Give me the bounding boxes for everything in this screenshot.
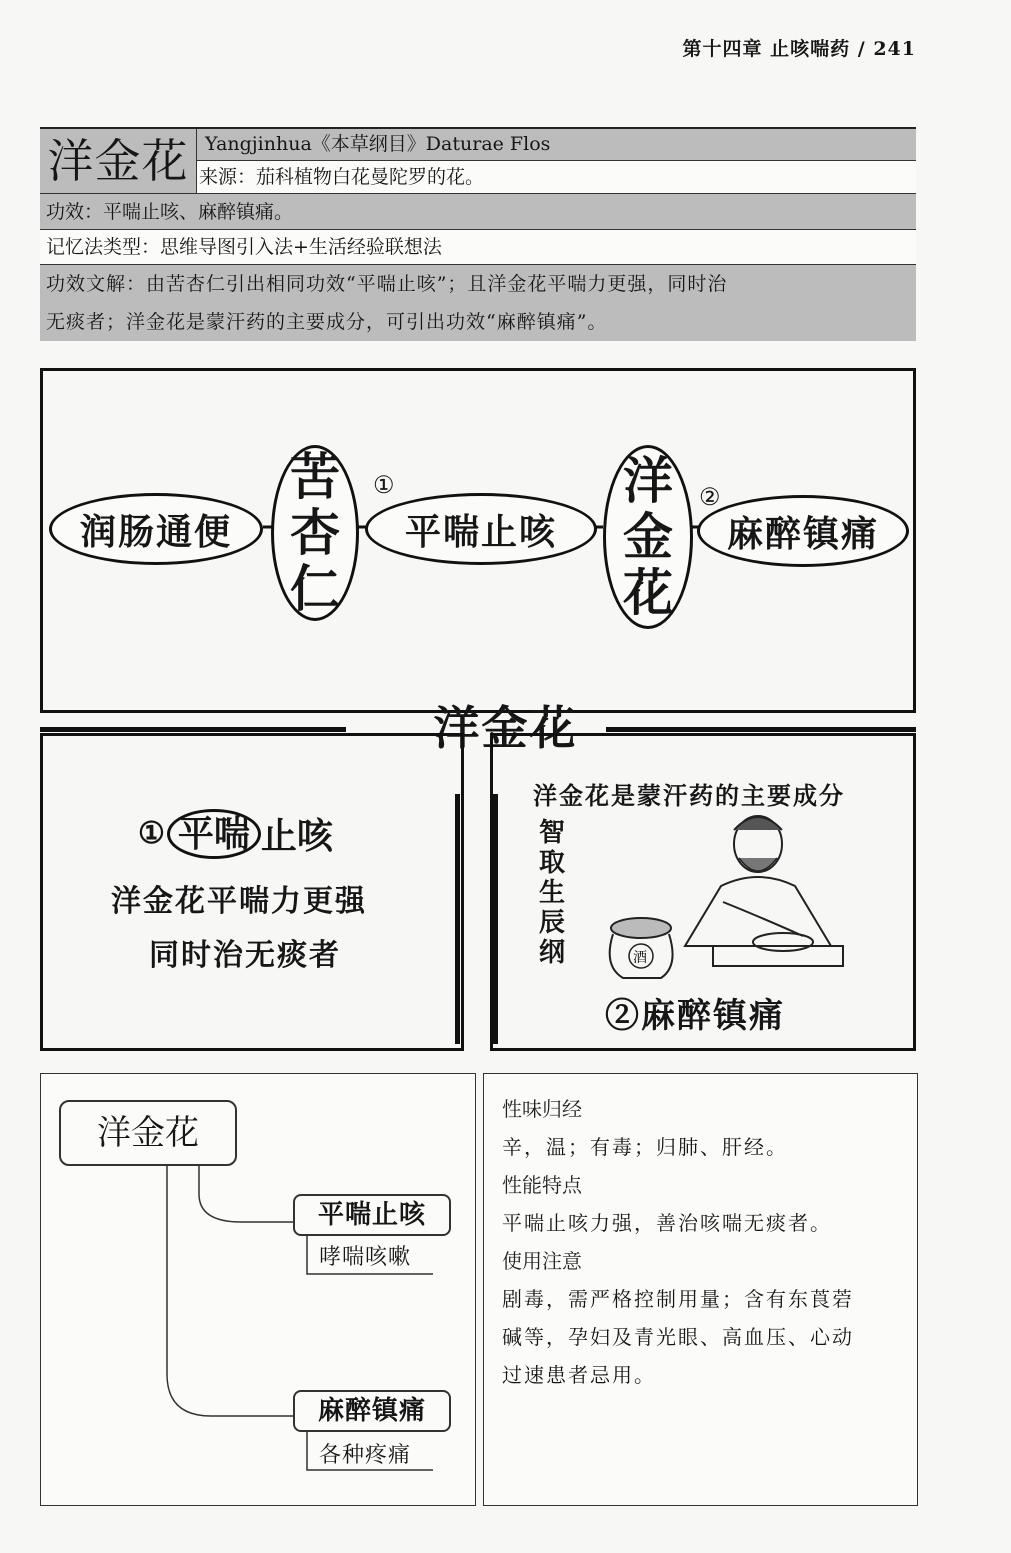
prop-heading-xingwei: 性味归经 [502,1097,582,1121]
herb-properties [483,1073,918,1506]
node-yangjinhua-char-2: 金 [623,507,673,566]
mark-two: ② [699,483,721,511]
explanation-line-2: 无痰者；洋金花是蒙汗药的主要成分，可引出功效“麻醉镇痛”。 [46,311,608,333]
node-kuxingren-char-1: 苦 [290,447,340,506]
effect-tree [40,1073,476,1506]
panel-pingchuan [40,733,464,1051]
tree-branch-mazui: 麻醉镇痛 [293,1390,451,1432]
prop-text-zhuyi-1: 剧毒，需严格控制用量；含有东莨菪 [502,1287,854,1311]
node-kuxingren [271,445,359,621]
node-pingchuan-zhike: 平喘止咳 [365,493,597,565]
node-kuxingren-char-3: 仁 [290,559,340,618]
prop-text-zhuyi-2: 碱等，孕妇及青光眼、高血压、心动 [502,1325,854,1349]
prop-text-xingneng: 平喘止咳力强，善治咳喘无痰者。 [502,1211,832,1235]
man-with-jar-illustration [603,806,863,986]
panel-mazui [490,733,916,1051]
panel-left-inner-rule [455,794,460,1044]
panel-right-foot: ②麻醉镇痛 [605,996,785,1036]
herb-title-line: Yangjinhua《本草纲目》Daturae Flos [197,129,916,161]
jar-label: 酒 [633,950,647,966]
node-yangjinhua-char-3: 花 [623,563,673,622]
herb-info-table [40,127,916,341]
vertical-char-2: 取 [538,848,565,878]
vertical-char-5: 纲 [538,938,565,968]
panel-left-heading [138,808,333,859]
prop-text-xingwei: 辛，温；有毒；归肺、肝经。 [502,1135,788,1159]
vertical-char-4: 辰 [538,908,565,938]
tree-leaf-xiaochuan: 哮喘咳嗽 [319,1245,412,1270]
info-header [40,129,916,194]
effect-explanation [40,265,916,341]
herb-effect: 功效：平喘止咳、麻醉镇痛。 [40,194,916,230]
vertical-char-1: 智 [538,818,565,848]
info-header-right [197,129,916,193]
node-mazui-zhentong: 麻醉镇痛 [697,495,909,567]
node-yangjinhua-char-1: 洋 [623,451,673,510]
panel-left-line-2: 同时治无痰者 [149,938,341,973]
panel-right-inner-rule [493,794,498,1044]
memory-type: 记忆法类型：思维导图引入法+生活经验联想法 [40,230,916,265]
tree-root: 洋金花 [59,1100,237,1166]
node-kuxingren-char-2: 杏 [290,503,340,562]
prop-heading-xingneng: 性能特点 [502,1173,582,1197]
explanation-line-1: 功效文解：由苦杏仁引出相同功效“平喘止咳”；且洋金花平喘力更强，同时治 [46,273,728,295]
running-head: 第十四章 止咳喘药 / 241 [682,38,916,60]
herb-name: 洋金花 [40,129,197,193]
tree-branch-pingchuan: 平喘止咳 [293,1194,451,1236]
node-yangjinhua [603,445,693,629]
panel-left-rest-text: 止咳 [260,815,333,857]
herb-source: 来源：茄科植物白花曼陀罗的花。 [197,161,916,193]
node-runchang-tongbian: 润肠通便 [49,493,263,565]
tree-leaf-tengtong: 各种疼痛 [319,1443,412,1468]
mind-map-frame [40,368,916,713]
panel-left-num: ① [138,816,165,851]
panel-left-ring-text: 平喘 [167,809,261,859]
center-title: 洋金花 [433,701,578,755]
vertical-char-3: 生 [538,878,565,908]
panel-right-heading: 洋金花是蒙汗药的主要成分 [533,781,845,810]
panel-left-line-1: 洋金花平喘力更强 [111,884,367,919]
panel-right-vertical-text [537,818,567,968]
mark-one: ① [373,471,395,499]
prop-heading-zhuyi: 使用注意 [502,1249,582,1273]
prop-text-zhuyi-3: 过速患者忌用。 [502,1363,656,1387]
